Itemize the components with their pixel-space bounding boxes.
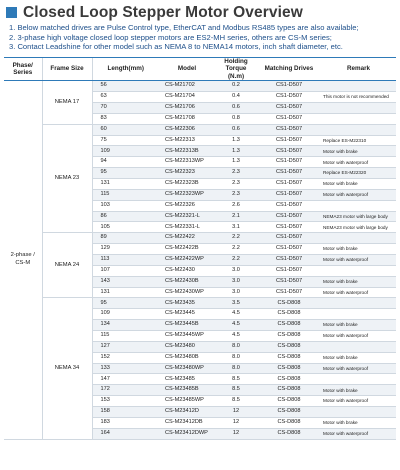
model-cell: CS-M22430WP — [159, 287, 215, 298]
note-line: 1. Below matched drives are Pulse Control type, EtherCAT and Modbus RS485 types are also available; — [9, 23, 359, 32]
frame-size-cell: NEMA 17 — [42, 81, 92, 124]
phase-series-cell: 2-phase / CS-M — [4, 81, 42, 439]
remark-cell — [321, 298, 396, 309]
length-cell: 127 — [92, 341, 159, 352]
remark-cell — [321, 265, 396, 276]
model-cell: CS-M23485 — [159, 374, 215, 385]
drive-cell: CS-D808 — [257, 320, 321, 331]
model-cell: CS-M23412DB — [159, 417, 215, 428]
drive-cell: CS1-D507 — [257, 124, 321, 135]
model-cell: CS-M23485B — [159, 385, 215, 396]
model-cell: CS-M21702 — [159, 81, 215, 92]
drive-cell: CS1-D507 — [257, 168, 321, 179]
model-cell: CS-M23412D — [159, 407, 215, 418]
page-title: Closed Loop Stepper Motor Overview — [23, 3, 303, 21]
torque-cell: 2.2 — [215, 254, 257, 265]
length-cell: 94 — [92, 157, 159, 168]
length-cell: 133 — [92, 363, 159, 374]
model-cell: CS-M22323B — [159, 178, 215, 189]
torque-cell: 8.5 — [215, 385, 257, 396]
remark-cell — [321, 341, 396, 352]
notes-block — [9, 23, 397, 52]
model-cell: CS-M22422 — [159, 233, 215, 244]
drive-cell: CS1-D507 — [257, 233, 321, 244]
torque-cell: 12 — [215, 407, 257, 418]
note-line: 2. 3-phase high voltage closed loop stepper motors are ES2-MH series, others are CS-M series; — [9, 32, 332, 42]
length-cell: 95 — [92, 298, 159, 309]
torque-cell: 8.0 — [215, 352, 257, 363]
length-cell: 183 — [92, 417, 159, 428]
torque-cell: 0.8 — [215, 113, 257, 124]
length-cell: 131 — [92, 178, 159, 189]
model-cell: CS-M23480 — [159, 341, 215, 352]
drive-cell: CS1-D507 — [257, 178, 321, 189]
drive-cell: CS1-D507 — [257, 92, 321, 103]
torque-cell: 8.0 — [215, 341, 257, 352]
remark-cell — [321, 113, 396, 124]
remark-cell: Motor with waterproof — [321, 287, 396, 298]
length-cell: 109 — [92, 309, 159, 320]
model-cell: CS-M23480WP — [159, 363, 215, 374]
model-cell: CS-M22323WP — [159, 189, 215, 200]
model-cell: CS-M22321-L — [159, 211, 215, 222]
remark-cell: Motor with brake — [321, 320, 396, 331]
length-cell: 152 — [92, 352, 159, 363]
model-cell: CS-M22326 — [159, 200, 215, 211]
torque-cell: 12 — [215, 417, 257, 428]
length-cell: 107 — [92, 265, 159, 276]
torque-cell: 2.1 — [215, 211, 257, 222]
remark-cell: Motor with brake — [321, 385, 396, 396]
drive-cell: CS1-D507 — [257, 287, 321, 298]
length-cell: 164 — [92, 428, 159, 439]
drive-cell: CS1-D507 — [257, 102, 321, 113]
torque-cell: 3.0 — [215, 287, 257, 298]
model-cell: CS-M23445 — [159, 309, 215, 320]
length-cell: 60 — [92, 124, 159, 135]
torque-cell: 1.3 — [215, 135, 257, 146]
length-cell: 109 — [92, 146, 159, 157]
drive-cell: CS-D808 — [257, 396, 321, 407]
torque-cell: 4.5 — [215, 320, 257, 331]
remark-cell: NEMA23 motor with large body — [321, 211, 396, 222]
remark-cell: Motor with waterproof — [321, 189, 396, 200]
length-cell: 134 — [92, 320, 159, 331]
table-row — [4, 298, 396, 309]
model-cell: CS-M23445B — [159, 320, 215, 331]
torque-cell: 1.3 — [215, 146, 257, 157]
model-cell: CS-M22313WP — [159, 157, 215, 168]
length-cell: 70 — [92, 102, 159, 113]
table-header-row — [4, 58, 396, 81]
column-header-length: Length(mm) — [92, 58, 159, 81]
length-cell: 103 — [92, 200, 159, 211]
torque-cell: 4.5 — [215, 330, 257, 341]
drive-cell: CS-D808 — [257, 352, 321, 363]
remark-cell: Motor with waterproof — [321, 330, 396, 341]
remark-cell: Motor with waterproof — [321, 428, 396, 439]
length-cell: 105 — [92, 222, 159, 233]
model-cell: CS-M21708 — [159, 113, 215, 124]
drive-cell: CS1-D507 — [257, 244, 321, 255]
model-cell: CS-M23485WP — [159, 396, 215, 407]
torque-cell: 8.0 — [215, 363, 257, 374]
torque-cell: 3.0 — [215, 276, 257, 287]
length-cell: 147 — [92, 374, 159, 385]
drive-cell: CS-D808 — [257, 341, 321, 352]
remark-cell — [321, 407, 396, 418]
title-square-icon — [6, 7, 17, 18]
length-cell: 63 — [92, 92, 159, 103]
drive-cell: CS1-D507 — [257, 254, 321, 265]
table-row — [4, 81, 396, 92]
torque-cell: 12 — [215, 428, 257, 439]
drive-cell: CS-D808 — [257, 417, 321, 428]
remark-cell: Motor with waterproof — [321, 254, 396, 265]
note-line: 3. Contact Leadshine for other model such as NEMA 8 to NEMA14 motors, inch shaft diameter, etc. — [9, 42, 343, 52]
model-cell: CS-M23435 — [159, 298, 215, 309]
torque-cell: 2.6 — [215, 200, 257, 211]
torque-cell: 0.4 — [215, 92, 257, 103]
page-header — [6, 4, 303, 21]
remark-cell — [321, 309, 396, 320]
drive-cell: CS1-D507 — [257, 146, 321, 157]
model-cell: CS-M22331-L — [159, 222, 215, 233]
drive-cell: CS1-D507 — [257, 265, 321, 276]
torque-cell: 4.5 — [215, 309, 257, 320]
remark-cell: Motor with waterproof — [321, 157, 396, 168]
remark-cell: Motor with brake — [321, 276, 396, 287]
length-cell: 75 — [92, 135, 159, 146]
remark-cell: Motor with waterproof — [321, 396, 396, 407]
drive-cell: CS1-D507 — [257, 135, 321, 146]
model-cell: CS-M21704 — [159, 92, 215, 103]
model-cell: CS-M21706 — [159, 102, 215, 113]
torque-cell: 1.3 — [215, 157, 257, 168]
length-cell: 115 — [92, 189, 159, 200]
drive-cell: CS-D808 — [257, 374, 321, 385]
drive-cell: CS1-D507 — [257, 113, 321, 124]
length-cell: 143 — [92, 276, 159, 287]
frame-size-cell: NEMA 34 — [42, 298, 92, 439]
model-cell: CS-M22430 — [159, 265, 215, 276]
torque-cell: 2.3 — [215, 168, 257, 179]
length-cell: 172 — [92, 385, 159, 396]
remark-cell — [321, 233, 396, 244]
column-header-torque: Holding Torque (N.m) — [215, 58, 257, 81]
drive-cell: CS1-D507 — [257, 157, 321, 168]
remark-cell: Replace ES-M22310 — [321, 135, 396, 146]
remark-cell: Motor with brake — [321, 417, 396, 428]
column-header-frame: Frame Size — [42, 58, 92, 81]
torque-cell: 2.3 — [215, 189, 257, 200]
drive-cell: CS1-D507 — [257, 276, 321, 287]
torque-cell: 8.5 — [215, 396, 257, 407]
torque-cell: 0.2 — [215, 81, 257, 92]
length-cell: 56 — [92, 81, 159, 92]
torque-cell: 0.6 — [215, 124, 257, 135]
table-body — [4, 81, 396, 439]
drive-cell: CS1-D507 — [257, 81, 321, 92]
length-cell: 153 — [92, 396, 159, 407]
model-cell: CS-M22422WP — [159, 254, 215, 265]
model-cell: CS-M22313 — [159, 135, 215, 146]
motor-spec-table — [4, 57, 396, 440]
remark-cell: Motor with brake — [321, 178, 396, 189]
drive-cell: CS1-D507 — [257, 200, 321, 211]
model-cell: CS-M22306 — [159, 124, 215, 135]
table-row — [4, 233, 396, 244]
frame-size-cell: NEMA 23 — [42, 124, 92, 233]
column-header-phase: Phase/ Series — [4, 58, 42, 81]
remark-cell — [321, 200, 396, 211]
torque-cell: 2.2 — [215, 244, 257, 255]
remark-cell — [321, 102, 396, 113]
remark-cell — [321, 124, 396, 135]
drive-cell: CS-D808 — [257, 309, 321, 320]
remark-cell: This motor is not recommended — [321, 92, 396, 103]
length-cell: 86 — [92, 211, 159, 222]
length-cell: 129 — [92, 244, 159, 255]
torque-cell: 8.5 — [215, 374, 257, 385]
length-cell: 131 — [92, 287, 159, 298]
torque-cell: 3.5 — [215, 298, 257, 309]
length-cell: 113 — [92, 254, 159, 265]
length-cell: 158 — [92, 407, 159, 418]
torque-cell: 2.2 — [215, 233, 257, 244]
length-cell: 95 — [92, 168, 159, 179]
model-cell: CS-M23412DWP — [159, 428, 215, 439]
drive-cell: CS1-D507 — [257, 189, 321, 200]
model-cell: CS-M22430B — [159, 276, 215, 287]
remark-cell — [321, 81, 396, 92]
drive-cell: CS-D808 — [257, 298, 321, 309]
drive-cell: CS-D808 — [257, 363, 321, 374]
column-header-remark: Remark — [321, 58, 396, 81]
frame-size-cell: NEMA 24 — [42, 233, 92, 298]
torque-cell: 3.1 — [215, 222, 257, 233]
length-cell: 115 — [92, 330, 159, 341]
remark-cell: Motor with brake — [321, 146, 396, 157]
drive-cell: CS-D808 — [257, 428, 321, 439]
column-header-model: Model — [159, 58, 215, 81]
drive-cell: CS-D808 — [257, 330, 321, 341]
torque-cell: 0.6 — [215, 102, 257, 113]
remark-cell — [321, 374, 396, 385]
torque-cell: 2.3 — [215, 178, 257, 189]
model-cell: CS-M23480B — [159, 352, 215, 363]
model-cell: CS-M22323 — [159, 168, 215, 179]
drive-cell: CS1-D507 — [257, 222, 321, 233]
model-cell: CS-M22422B — [159, 244, 215, 255]
remark-cell: Motor with brake — [321, 244, 396, 255]
model-cell: CS-M22313B — [159, 146, 215, 157]
drive-cell: CS1-D507 — [257, 211, 321, 222]
column-header-drive: Matching Drives — [257, 58, 321, 81]
drive-cell: CS-D808 — [257, 407, 321, 418]
remark-cell: Motor with brake — [321, 352, 396, 363]
drive-cell: CS-D808 — [257, 385, 321, 396]
length-cell: 83 — [92, 113, 159, 124]
model-cell: CS-M23445WP — [159, 330, 215, 341]
table-row — [4, 124, 396, 135]
remark-cell: Replace ES-M22320 — [321, 168, 396, 179]
remark-cell: NEMA23 motor with large body — [321, 222, 396, 233]
remark-cell: Motor with waterproof — [321, 363, 396, 374]
torque-cell: 3.0 — [215, 265, 257, 276]
length-cell: 89 — [92, 233, 159, 244]
